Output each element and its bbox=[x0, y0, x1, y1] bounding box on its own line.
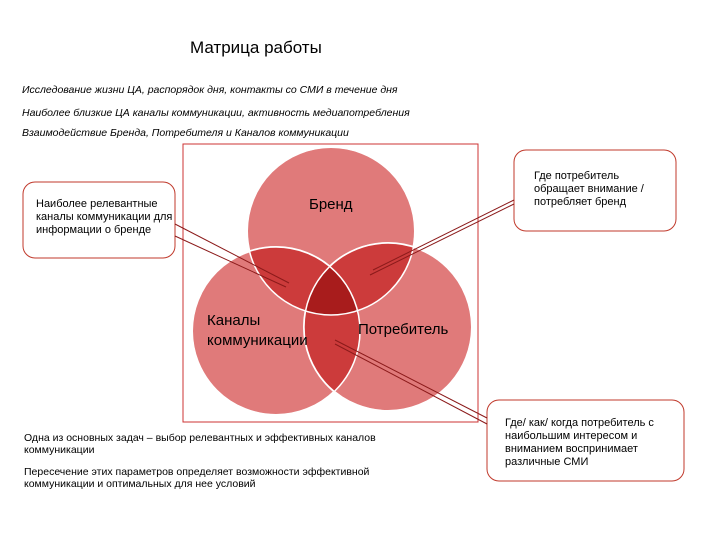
channels-label: Каналы коммуникации bbox=[207, 312, 308, 349]
bottom-text-intersection: Пересечение этих параметров определяет возможности эффективной коммуникации и оптимальных для нее условий bbox=[24, 466, 370, 490]
interaction-line: Взаимодействие Бренда, Потребителя и Каналов коммуникации bbox=[22, 127, 349, 139]
bottom-text-task: Одна из основных задач – выбор релевантных и эффективных каналов коммуникации bbox=[24, 432, 376, 456]
page-title: Матрица работы bbox=[190, 38, 322, 57]
brand-label: Бренд bbox=[309, 196, 353, 213]
callout-bottom-right-text: Где/ как/ когда потребитель с наибольшим интересом и вниманием воспринимает различные СМИ bbox=[505, 417, 654, 468]
callout-left-text: Наиболее релевантные каналы коммуникации для информации о бренде bbox=[36, 198, 173, 236]
callout-top-right-text: Где потребитель обращает внимание / потребляет бренд bbox=[534, 170, 644, 208]
research-line: Исследование жизни ЦА, распорядок дня, контакты со СМИ в течение дня bbox=[22, 84, 398, 96]
channels-line: Наиболее близкие ЦА каналы коммуникации, активность медиапотребления bbox=[22, 107, 410, 119]
consumer-label: Потребитель bbox=[358, 321, 449, 338]
